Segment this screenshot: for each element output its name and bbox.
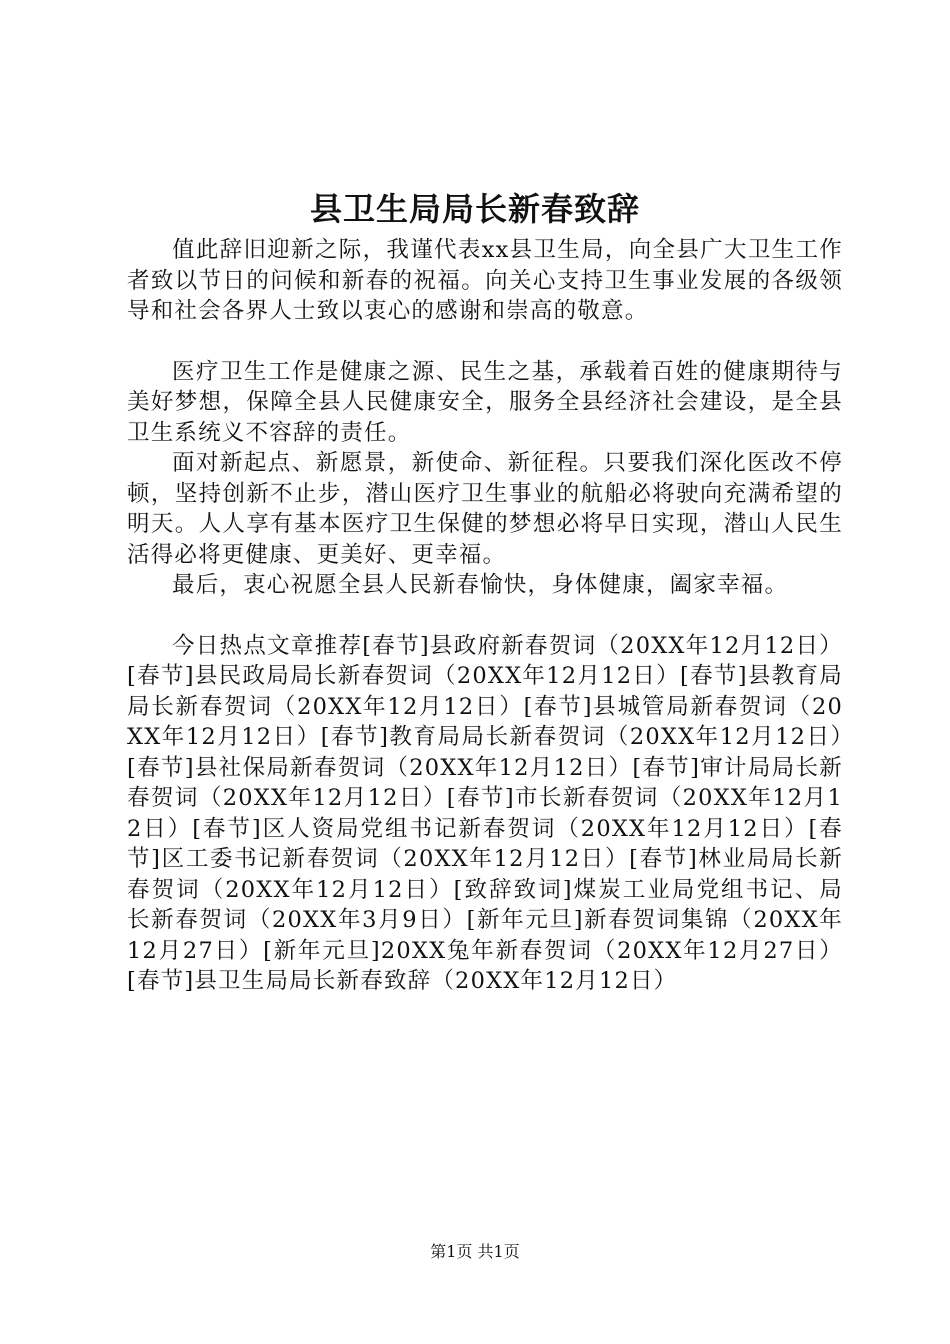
paragraph-closing-wishes: 最后，衷心祝愿全县人民新春愉快，身体健康，阖家幸福。 bbox=[172, 572, 789, 598]
document-body bbox=[127, 235, 843, 997]
paragraph-greeting: 值此辞旧迎新之际，我谨代表xx县卫生局，向全县广大卫生工作者致以节日的问候和新春的祝福。向关心支持卫生事业发展的各级领导和社会各界人士致以衷心的感谢和崇高的敬意。 bbox=[127, 237, 843, 324]
paragraph-health-work: 医疗卫生工作是健康之源、民生之基，承载着百姓的健康期待与美好梦想，保障全县人民健康安全，服务全县经济社会建设，是全县卫生系统义不容辞的责任。 bbox=[127, 358, 843, 446]
paragraph-new-start: 面对新起点、新愿景，新使命、新征程。只要我们深化医改不停顿，坚持创新不止步，潜山医疗卫生事业的航船必将驶向充满希望的明天。人人享有基本医疗卫生保健的梦想必将早日实现，潜山人民生活得必将更健康、更美好、更幸福。 bbox=[127, 450, 843, 568]
paragraph-recommended-articles: 今日热点文章推荐[春节]县政府新春贺词（20XX年12月12日）[春节]县民政局局长新春贺词（20XX年12月12日）[春节]县教育局局长新春贺词（20XX年12月12日）[春节]县城管局新春贺词（20XX年12月12日）[春节]教育局局长新春贺词（20XX年12月12日）[春节]县社保局新春贺词（20XX年12月12日）[春节]审计局局长新春贺词（20XX年12月12日）[春节]市长新春贺词（20XX年12月12日）[春节]区人资局党组书记新春贺词（20XX年12月12日）[春节]区工委书记新春贺词（20XX年12月12日）[春节]林业局局长新春贺词（20XX年12月12日）[致辞致词]煤炭工业局党组书记、局长新春贺词（20XX年3月9日）[新年元旦]新春贺词集锦（20XX年12月27日）[新年元旦]20XX兔年新春贺词（20XX年12月27日）[春节]县卫生局局长新春致辞（20XX年12月12日） bbox=[127, 632, 843, 994]
document-title: 县卫生局局长新春致辞 bbox=[309, 190, 640, 228]
page-number-footer: 第1页 共1页 bbox=[430, 1242, 520, 1261]
paragraph-gap bbox=[127, 601, 843, 631]
paragraph-gap bbox=[127, 327, 843, 357]
